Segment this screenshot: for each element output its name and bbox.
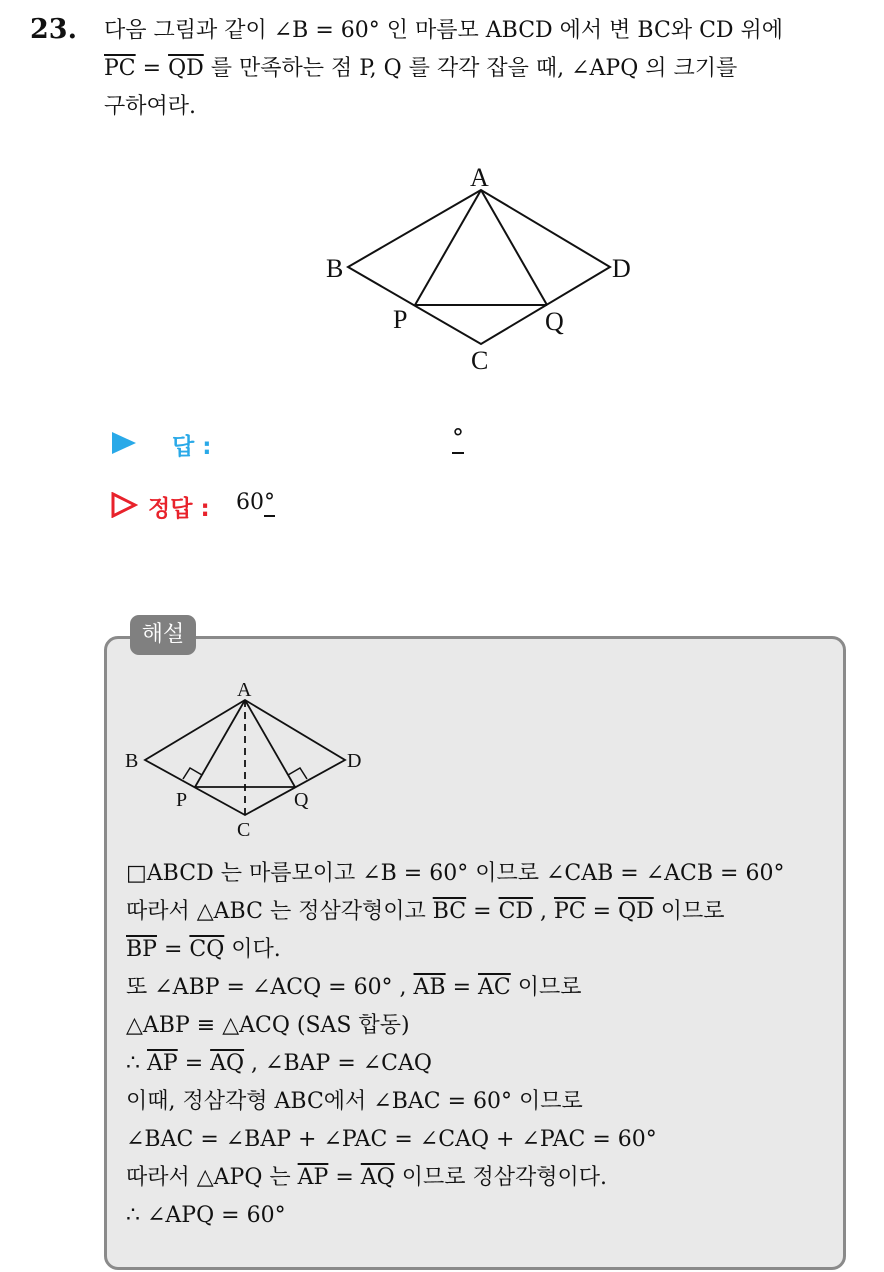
solution-line-6 <box>126 1048 432 1080</box>
label-d: D <box>612 254 631 283</box>
segment-ap: $\overline{AP}$ <box>147 1051 178 1076</box>
therefore-sign: ∴ <box>126 1051 147 1076</box>
comma: , <box>533 899 555 924</box>
segment-ap <box>415 190 481 305</box>
segment-pc: $\overline{PC}$ <box>104 56 136 81</box>
segment-pc: $\overline{PC}$ <box>554 899 586 924</box>
label-q-2: Q <box>294 789 309 811</box>
question-line-2-rest: 를 만족하는 점 P, Q 를 각각 잡을 때, ∠APQ 의 크기를 <box>203 56 738 81</box>
answer-blank[interactable] <box>452 424 464 454</box>
equals-sign: = <box>156 937 190 962</box>
segment-ap: $\overline{AP}$ <box>297 1165 329 1190</box>
label-b: B <box>326 254 344 283</box>
correct-triangle-icon <box>110 492 138 518</box>
segment-qd: $\overline{QD}$ <box>618 899 654 924</box>
label-p-2: P <box>176 789 188 811</box>
rhombus-figure <box>0 0 884 400</box>
question-number: 23. <box>30 14 77 45</box>
segment-qd: $\overline{QD}$ <box>168 56 204 81</box>
solution-line-9-end: 이므로 정삼각형이다. <box>394 1165 607 1190</box>
solution-line-7: 이때, 정삼각형 ABC에서 ∠BAC = 60° 이므로 <box>126 1089 583 1114</box>
solution-line-9-text: 따라서 △APQ 는 <box>126 1165 298 1190</box>
solution-line-6-end: , ∠BAP = ∠CAQ <box>244 1051 432 1076</box>
equals-sign: = <box>177 1051 211 1076</box>
question-line-1: 다음 그림과 같이 ∠B = 60° 인 마름모 ABCD 에서 변 BC와 CD 위에 <box>104 18 784 43</box>
correct-value: 60 <box>236 490 264 515</box>
label-q: Q <box>545 307 564 336</box>
solution-line-2-end: 이므로 <box>653 899 725 924</box>
solution-line-4-text: 또 ∠ABP = ∠ACQ = 60° , <box>126 975 414 1000</box>
label-a: A <box>470 163 489 192</box>
segment-cq: $\overline{CQ}$ <box>189 937 225 962</box>
rhombus-abcd <box>348 190 610 344</box>
equals-sign: = <box>328 1165 361 1190</box>
equals-sign: = <box>445 975 479 1000</box>
solution-line-1: □ABCD 는 마름모이고 ∠B = 60° 이므로 ∠CAB = ∠ACB = 60° <box>126 861 785 886</box>
label-b-2: B <box>125 750 139 772</box>
segment-bp: $\overline{BP}$ <box>126 937 157 962</box>
segment-ap-2 <box>195 700 245 787</box>
solution-line-4 <box>126 972 582 1004</box>
solution-line-9 <box>126 1162 607 1194</box>
segment-ac: $\overline{AC}$ <box>478 975 511 1000</box>
segment-bc: $\overline{BC}$ <box>432 899 467 924</box>
segment-aq <box>481 190 547 305</box>
right-angle-p <box>183 768 202 779</box>
equals-sign: = <box>466 899 499 924</box>
label-c-2: C <box>237 819 251 841</box>
answer-unit: ° <box>452 424 464 452</box>
correct-answer <box>236 490 275 517</box>
solution-figure <box>0 660 420 850</box>
equals-sign: = <box>135 56 169 81</box>
label-d-2: D <box>347 750 362 772</box>
correct-unit: ° <box>264 490 275 515</box>
label-c: C <box>471 346 489 375</box>
solution-line-3-end: 이다. <box>224 937 281 962</box>
segment-cd: $\overline{CD}$ <box>498 899 534 924</box>
answer-triangle-icon <box>110 430 138 456</box>
solution-tag: 해설 <box>130 615 196 655</box>
segment-ab: $\overline{AB}$ <box>413 975 446 1000</box>
question-line-3: 구하여라. <box>104 94 197 119</box>
equals-sign: = <box>585 899 619 924</box>
segment-aq: $\overline{AQ}$ <box>360 1165 395 1190</box>
solution-line-2 <box>126 896 725 928</box>
answer-label: 답 : <box>172 434 212 460</box>
solution-line-4-end: 이므로 <box>510 975 582 1000</box>
solution-line-5: △ABP ≡ △ACQ (SAS 합동) <box>126 1013 410 1038</box>
segment-aq: $\overline{AQ}$ <box>210 1051 245 1076</box>
label-a-2: A <box>237 679 252 701</box>
solution-line-3 <box>126 934 281 966</box>
solution-line-10: ∴ ∠APQ = 60° <box>126 1203 286 1228</box>
solution-line-2-text: 따라서 △ABC 는 정삼각형이고 <box>126 899 433 924</box>
right-angle-q <box>288 768 307 779</box>
label-p: P <box>393 305 408 334</box>
correct-label: 정답 : <box>148 496 210 522</box>
solution-line-8: ∠BAC = ∠BAP + ∠PAC = ∠CAQ + ∠PAC = 60° <box>126 1127 657 1152</box>
segment-aq-2 <box>245 700 295 787</box>
